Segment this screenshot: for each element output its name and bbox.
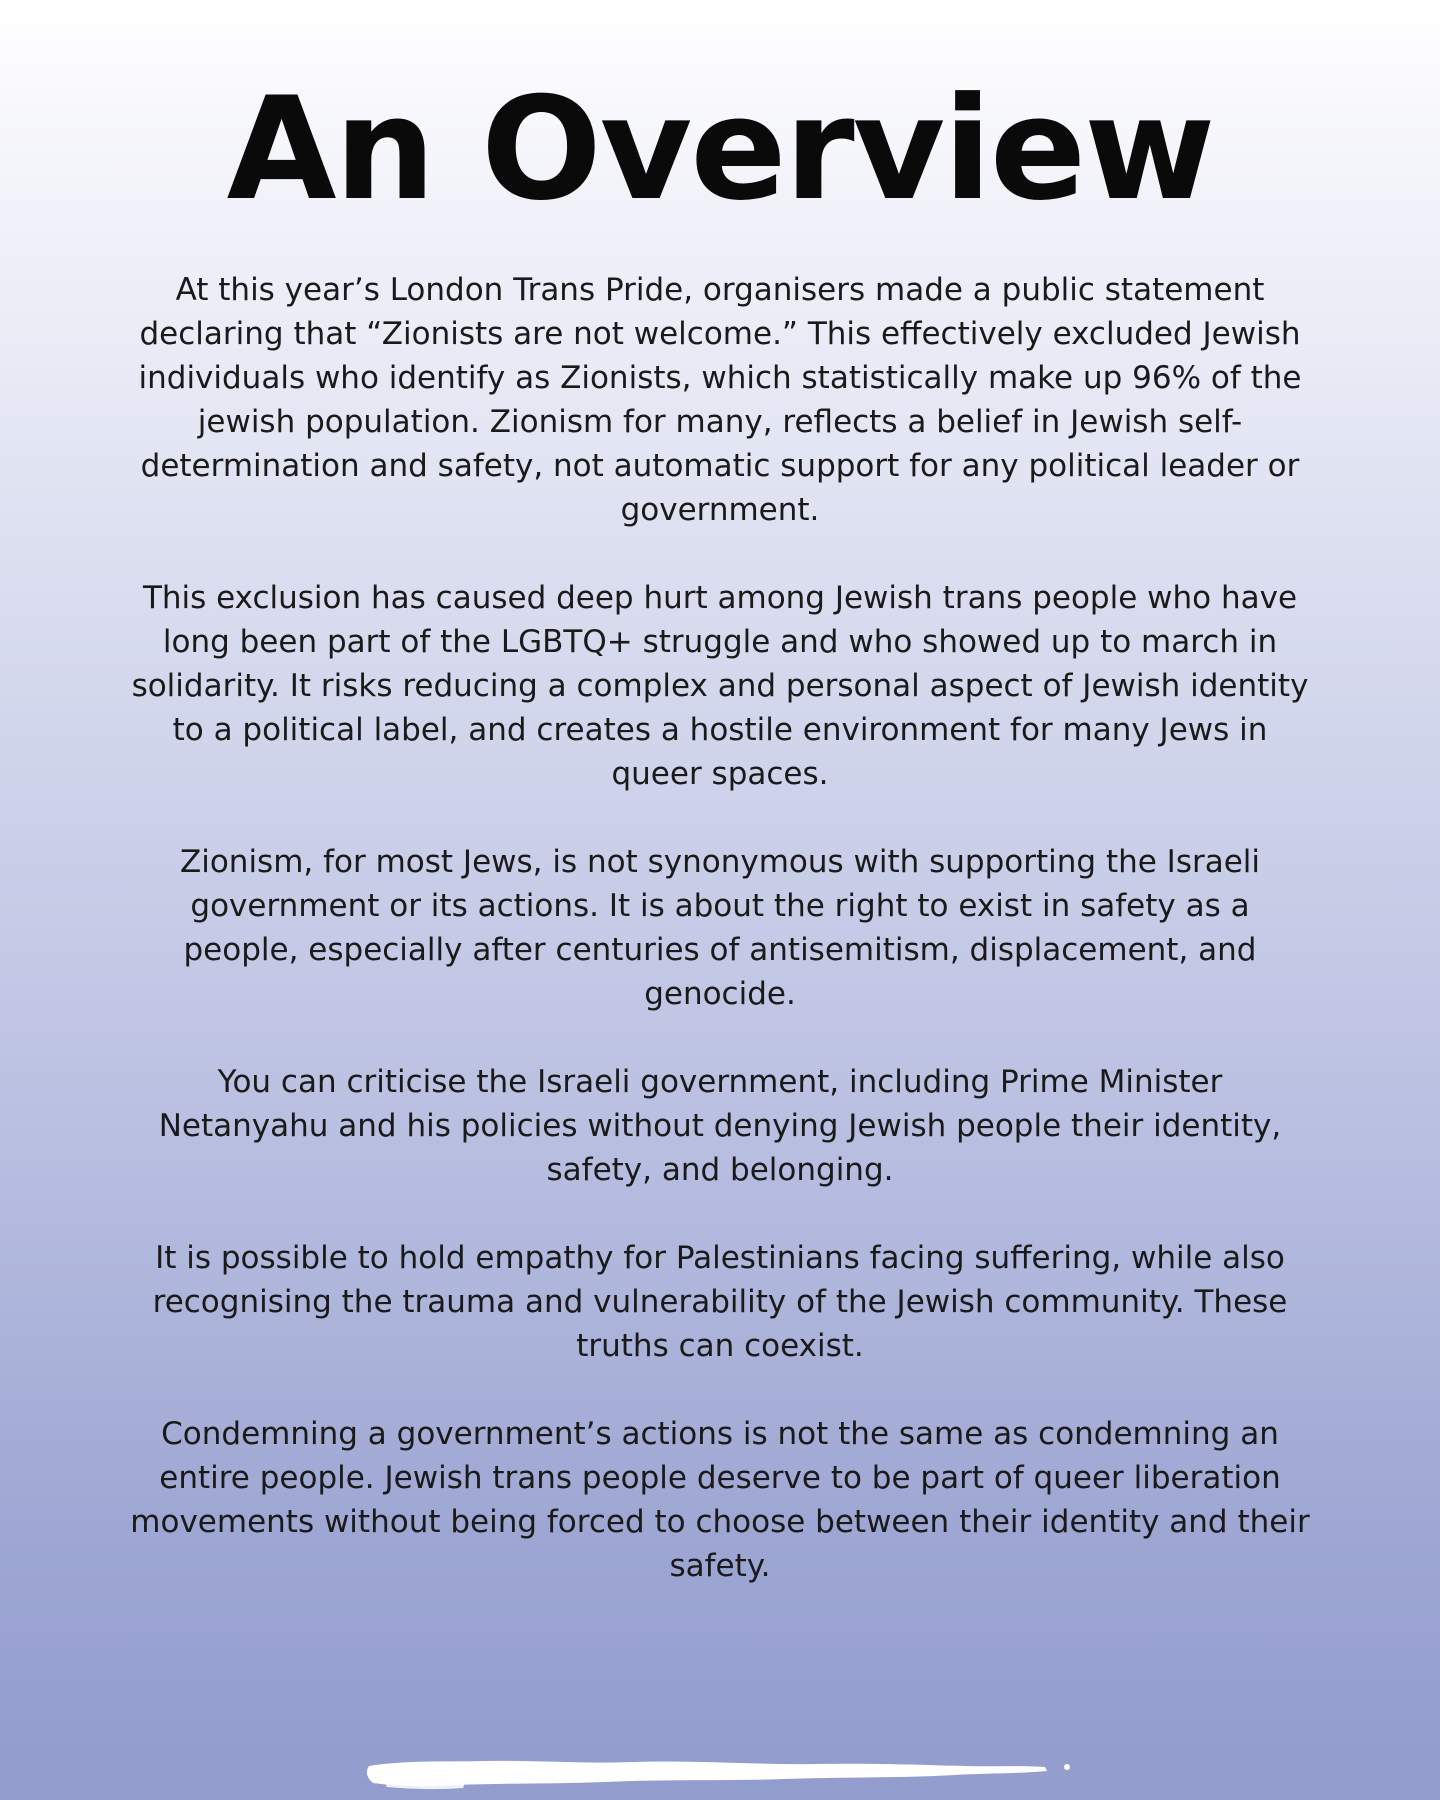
paragraph-empathy: It is possible to hold empathy for Palestinians facing suffering, while also recognising the trauma and vulnerability of the Jewish community. These truths can coexist. <box>152 1240 1288 1364</box>
paragraph-zionism-meaning: Zionism, for most Jews, is not synonymous with supporting the Israeli government or its actions. It is about the right to exist in safety as a people, especially after centuries of antisemitism, displacement, and genocide. <box>179 844 1261 1012</box>
paragraph-exclusion-hurt: This exclusion has caused deep hurt among Jewish trans people who have long been part of the LGBTQ+ struggle and who showed up to march in solidarity. It risks reducing a complex and personal aspect of Jewish identity to a political label, and creates a hostile environment for many Jews in queer spaces. <box>131 580 1309 792</box>
overview-body <box>130 268 1310 1588</box>
paragraph-trans-pride-statement: At this year’s London Trans Pride, organisers made a public statement declaring that “Zionists are not welcome.” This effectively excluded Jewish individuals who identify as Zionists, which statistically make up 96% of the jewish population. Zionism for many, reflects a belief in Jewish self-determination and safety, not automatic support for any political leader or government. <box>138 272 1302 528</box>
paragraph-condemnation: Condemning a government’s actions is not the same as condemning an entire people. Jewish trans people deserve to be part of queer liberation movements without being forced to choose between their identity and their safety. <box>130 1416 1310 1584</box>
paragraph-criticism: You can criticise the Israeli government, including Prime Minister Netanyahu and his policies without denying Jewish people their identity, safety, and belonging. <box>158 1064 1282 1188</box>
brush-stroke-decoration <box>365 1752 1085 1792</box>
page-title: An Overview <box>226 67 1214 232</box>
